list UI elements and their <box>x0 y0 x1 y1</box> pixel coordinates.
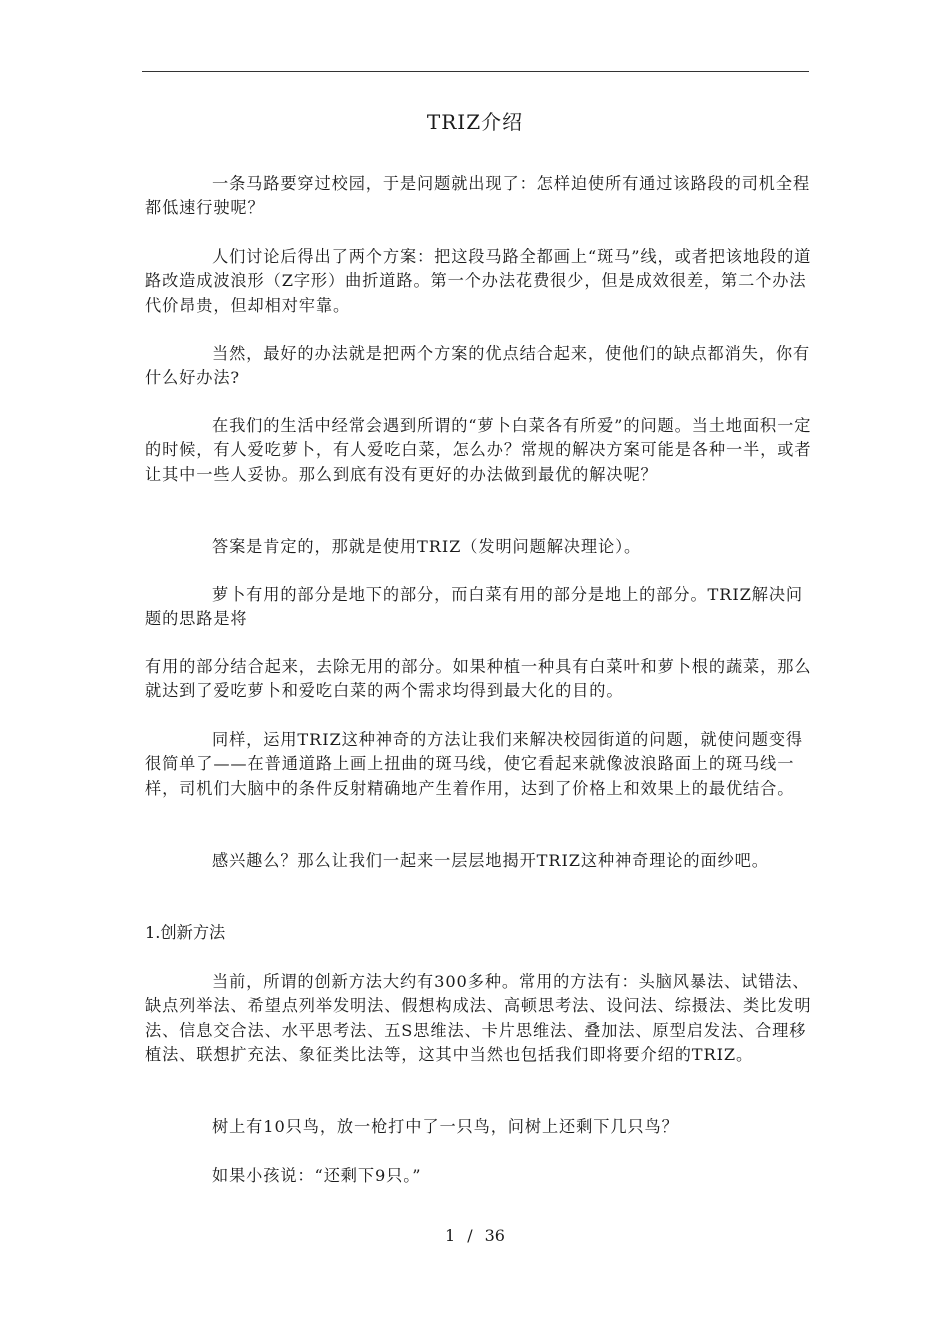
paragraph-radish-cabbage: 在我们的生活中经常会遇到所谓的“萝卜白菜各有所爱”的问题。当土地面积一定的时候，有人爱吃萝卜，有人爱吃白菜，怎么办？常规的解决方案可能是各种一半，或者让其中一些人妥协。那么到底有没有更好的办法做到最优的解决呢？ <box>145 416 812 484</box>
paragraph-road-problem: 一条马路要穿过校园，于是问题就出现了：怎样迫使所有通过该路段的司机全程都低速行驶呢？ <box>145 174 811 218</box>
paragraph-child-answer: 如果小孩说：“还剩下9只。” <box>212 1166 422 1185</box>
paragraph-combine-parts: 有用的部分结合起来，去除无用的部分。如果种植一种具有白菜叶和萝卜根的蔬菜，那么就达到了爱吃萝卜和爱吃白菜的两个需求均得到最大化的目的。 <box>145 657 812 701</box>
paragraph-two-solutions: 人们讨论后得出了两个方案：把这段马路全都画上“斑马”线，或者把该地段的道路改造成波浪形（Z字形）曲折道路。第一个办法花费很少，但是成效很差，第二个办法代价昂贵，但却相对牢靠。 <box>145 247 812 315</box>
header-rule <box>142 71 809 72</box>
section-heading: 1.创新方法 <box>145 923 226 942</box>
paragraph-interested: 感兴趣么？那么让我们一起来一层层地揭开TRIZ这种神奇理论的面纱吧。 <box>212 851 769 870</box>
paragraph-useful-parts: 萝卜有用的部分是地下的部分，而白菜有用的部分是地上的部分。TRIZ解决问题的思路是将 <box>145 585 804 629</box>
page-total: 36 <box>484 1226 505 1245</box>
page-separator: / <box>467 1226 473 1245</box>
paragraph-best-method: 当然，最好的办法就是把两个方案的优点结合起来，使他们的缺点都消失，你有什么好办法? <box>145 344 811 388</box>
page-current: 1 <box>445 1226 456 1245</box>
paragraph-birds-question: 树上有10只鸟，放一枪打中了一只鸟，问树上还剩下几只鸟？ <box>212 1117 679 1136</box>
page-number <box>0 1225 950 1247</box>
paragraph-innovation-methods: 当前，所谓的创新方法大约有300多种。常用的方法有：头脑风暴法、试错法、缺点列举法、希望点列举发明法、假想构成法、高顿思考法、设问法、综摄法、类比发明法、信息交合法、水平思考法、五S思维法、卡片思维法、叠加法、原型启发法、合理移植法、联想扩充法、象征类比法等，这其中当然也包括我们即将要介绍的TRIZ。 <box>145 972 812 1065</box>
document-title: TRIZ介绍 <box>426 110 524 134</box>
paragraph-answer-triz: 答案是肯定的，那就是使用TRIZ（发明问题解决理论）。 <box>212 537 642 556</box>
paragraph-campus-street: 同样，运用TRIZ这种神奇的方法让我们来解决校园街道的问题，就使问题变得很简单了——在普通道路上画上扭曲的斑马线，使它看起来就像波浪路面上的斑马线一样，司机们大脑中的条件反射精确地产生着作用，达到了价格上和效果上的最优结合。 <box>145 730 804 798</box>
